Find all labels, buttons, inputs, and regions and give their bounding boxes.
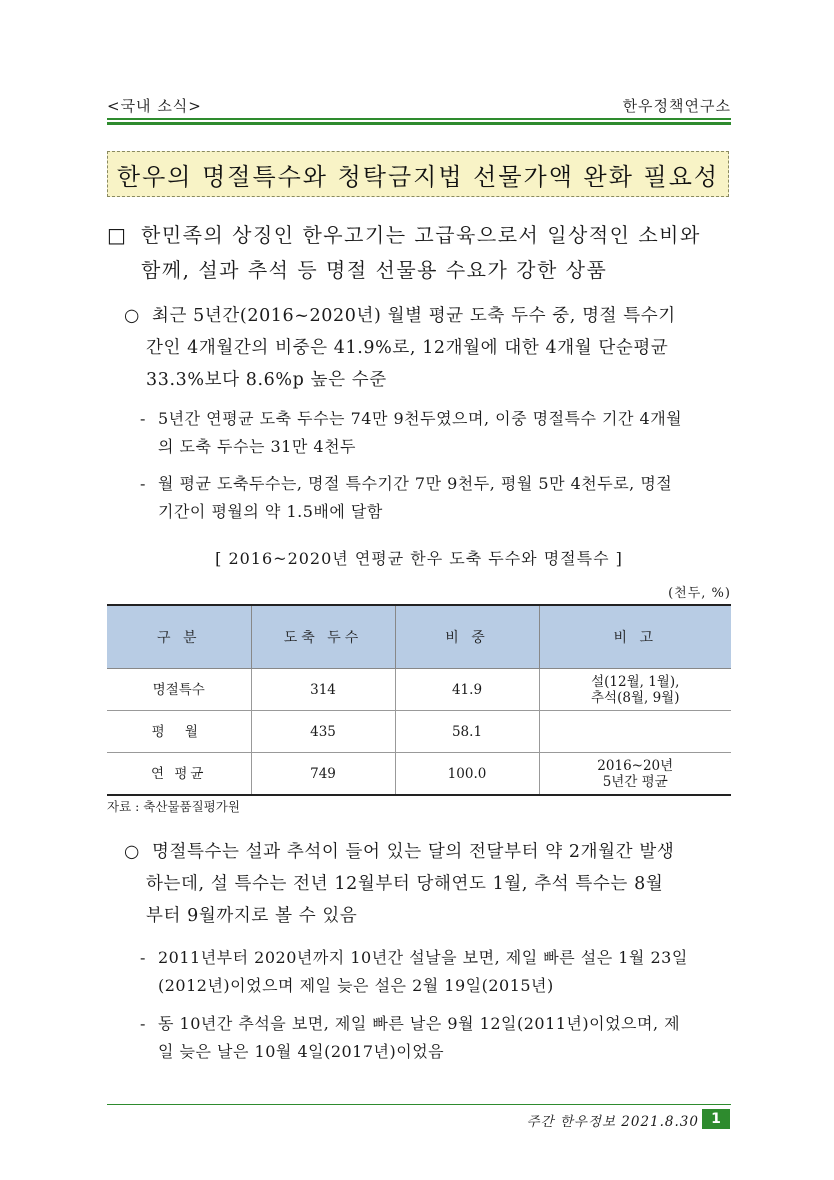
column-header: 비 중 [395, 605, 539, 669]
dash-1-line-1: 5년간 연평균 도축 두수는 74만 9천두였으며, 이중 명절특수 기간 4개월 [158, 409, 683, 428]
point-2 [124, 836, 734, 932]
header-publisher: 한우정책연구소 [622, 97, 731, 115]
section-1 [107, 218, 737, 288]
dash-item-1 [140, 405, 740, 461]
article-title: 한우의 명절특수와 청탁금지법 선물가액 완화 필요성 [107, 151, 729, 197]
dash-item-3 [140, 944, 740, 1000]
column-header: 비 고 [539, 605, 731, 669]
dash-3-line-1: 2011년부터 2020년까지 10년간 설날을 보면, 제일 빠른 설은 1월 23일 [158, 948, 688, 967]
table-unit: (천두, %) [668, 586, 731, 601]
checkbox-marker: □ [107, 223, 128, 247]
point-2-line-3: 부터 9월까지로 볼 수 있음 [146, 906, 358, 926]
dash-marker: - [140, 474, 146, 493]
dash-3-line-2: (2012년)이었으며 제일 늦은 설은 2월 19일(2015년) [158, 976, 554, 995]
table-cell-count: 314 [251, 669, 395, 711]
dash-1-line-2: 의 도축 두수는 31만 4천두 [158, 437, 356, 456]
table-row [107, 753, 731, 796]
table-title: [ 2016~2020년 연평균 한우 도축 두수와 명절특수 ] [215, 549, 623, 568]
dash-marker: - [140, 948, 146, 967]
dash-4-line-2: 일 늦은 날은 10월 4일(2017년)이었음 [158, 1042, 445, 1061]
note-line-1: 설(12월, 1월), [591, 673, 680, 690]
table-cell-note [539, 711, 731, 753]
dash-marker: - [140, 1014, 146, 1033]
note-line-2: 5년간 평균 [602, 773, 668, 790]
table-row [107, 711, 731, 753]
slaughter-table [107, 604, 731, 796]
point-1-line-1: 최근 5년간(2016~2020년) 월별 평균 도축 두수 중, 명절 특수기 [152, 306, 676, 326]
table-cell-note [539, 753, 731, 796]
dash-2-line-2: 기간이 평월의 약 1.5배에 달함 [158, 502, 383, 521]
circle-marker: ○ [124, 842, 140, 862]
section-1-line-1: 한민족의 상징인 한우고기는 고급육으로서 일상적인 소비와 [141, 223, 701, 247]
header-rule-top [107, 118, 731, 120]
table-cell-share: 41.9 [395, 669, 539, 711]
dash-2-line-1: 월 평균 도축두수는, 명절 특수기간 7만 9천두, 평월 5만 4천두로, 명절 [158, 474, 673, 493]
header-section-label: <국내 소식> [107, 97, 202, 115]
point-1-line-2: 간인 4개월간의 비중은 41.9%로, 12개월에 대한 4개월 단순평균 [146, 338, 669, 358]
note-line-1: 2016~20년 [597, 757, 674, 774]
note-line-2: 추석(8월, 9월) [591, 689, 680, 706]
table-header-row [107, 605, 731, 669]
table-source: 자료 : 축산물품질평가원 [107, 799, 240, 814]
table-cell-label: 명절특수 [107, 669, 251, 711]
circle-marker: ○ [124, 306, 140, 326]
table-cell-label: 연 평균 [107, 753, 251, 796]
table-cell-note [539, 669, 731, 711]
column-header: 구 분 [107, 605, 251, 669]
dash-marker: - [140, 409, 146, 428]
dash-item-4 [140, 1010, 740, 1066]
point-2-line-1: 명절특수는 설과 추석이 들어 있는 달의 전달부터 약 2개월간 발생 [152, 842, 675, 862]
point-2-line-2: 하는데, 설 특수는 전년 12월부터 당해연도 1월, 추석 특수는 8월 [146, 874, 664, 894]
page-number: 1 [702, 1109, 730, 1129]
footer-publication: 주간 한우정보 2021.8.30 [526, 1114, 699, 1130]
table-cell-share: 100.0 [395, 753, 539, 796]
section-1-line-2: 함께, 설과 추석 등 명절 선물용 수요가 강한 상품 [141, 258, 608, 282]
table-cell-count: 749 [251, 753, 395, 796]
table-row [107, 669, 731, 711]
table-cell-share: 58.1 [395, 711, 539, 753]
table-cell-label: 평 월 [107, 711, 251, 753]
table-cell-count: 435 [251, 711, 395, 753]
header-rule-bottom [107, 122, 731, 125]
footer-rule [107, 1104, 731, 1105]
dash-item-2 [140, 470, 740, 526]
dash-4-line-1: 동 10년간 추석을 보면, 제일 빠른 날은 9월 12일(2011년)이었으며, 제 [158, 1014, 681, 1033]
column-header: 도축 두수 [251, 605, 395, 669]
point-1 [124, 300, 734, 396]
point-1-line-3: 33.3%보다 8.6%p 높은 수준 [146, 370, 387, 390]
